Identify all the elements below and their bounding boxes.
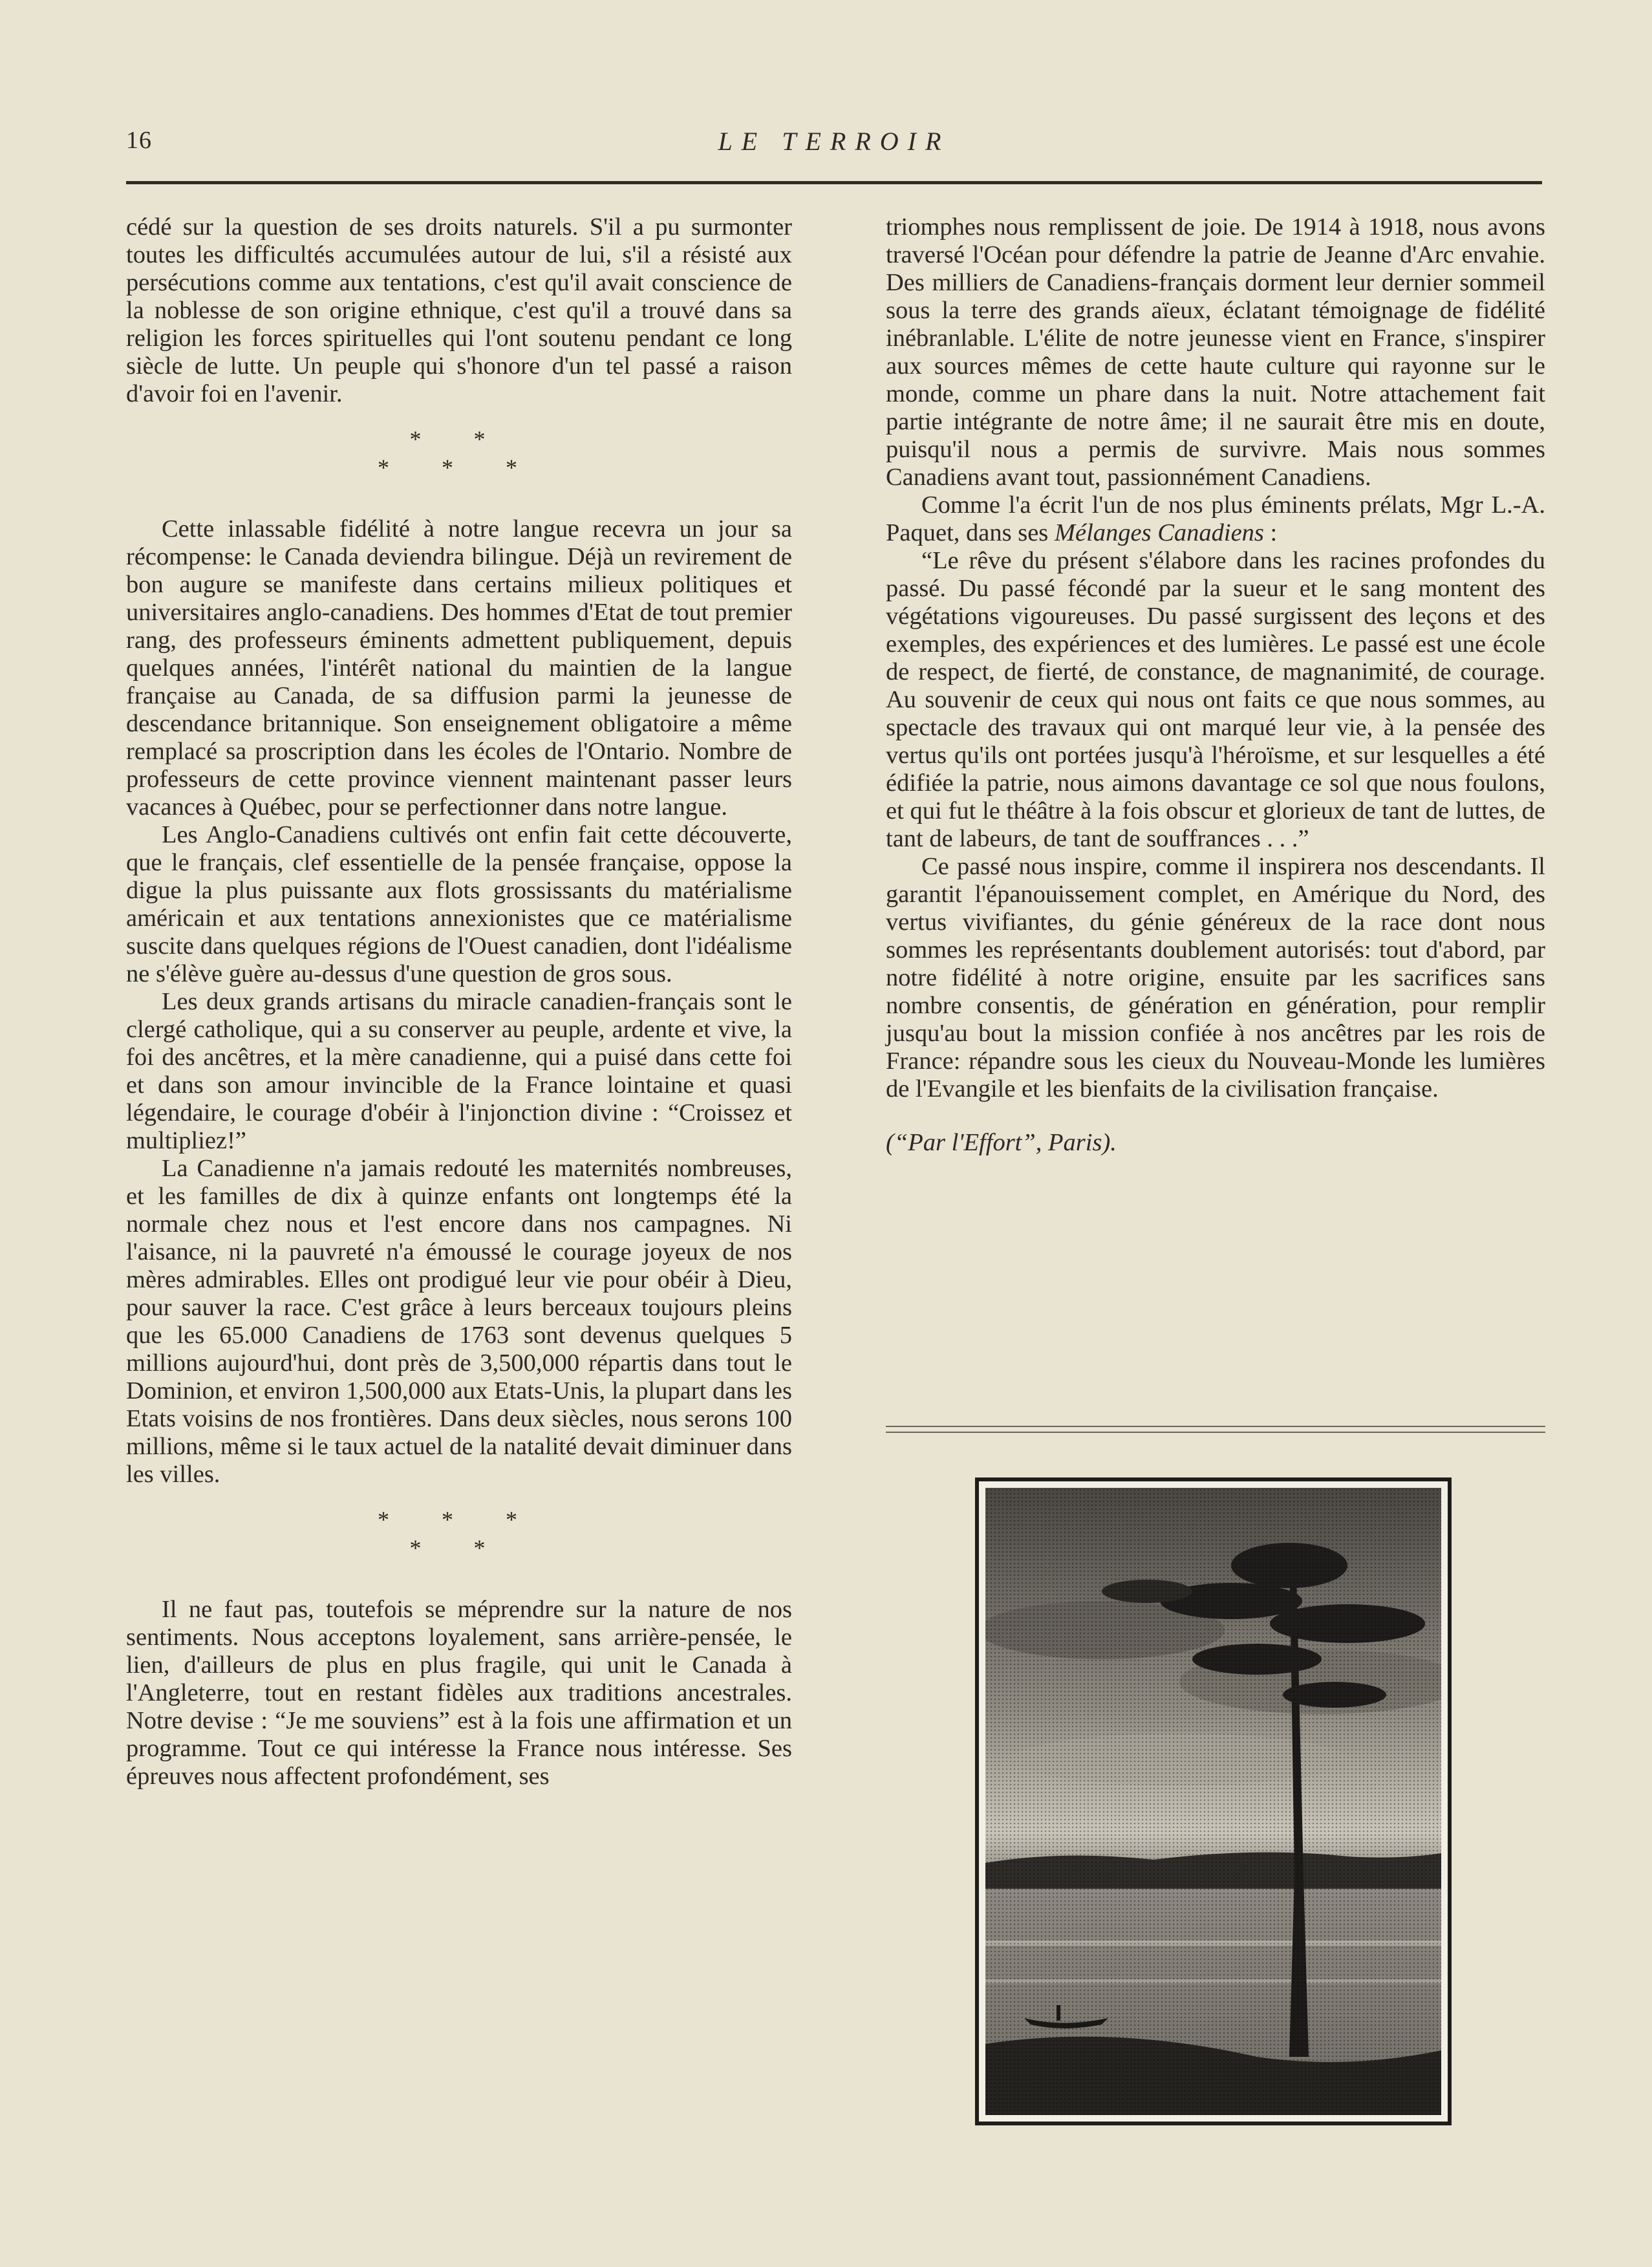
column-divider-rule: [886, 1426, 1545, 1433]
separator-stars: * * *: [378, 1507, 541, 1532]
citation-intro: Comme l'a écrit l'un de nos plus éminents prélats, Mgr L.-A. Paquet, dans ses: [886, 491, 1545, 546]
book-title: Mélanges Canadiens: [1054, 519, 1264, 546]
page-header: [126, 126, 1542, 165]
landscape-photo-icon: [985, 1488, 1441, 2115]
running-title: LE TERROIR: [718, 127, 950, 156]
left-column: [126, 213, 792, 1790]
paragraph: Les deux grands artisans du miracle canadien-français sont le clergé catholique, qui a su conserver au peuple, ardente et vive, la foi des ancêtres, et la mère canadienne, qui a puisé dans cette foi et dans son amour invincible de la France lointaine et quasi légendaire, le courage d'obéir à l'injonction divine : “Croissez et multipliez!”: [126, 988, 792, 1154]
block-quote: “Le rêve du présent s'élabore dans les racines profondes du passé. Du passé fécondé par la sueur et le sang montent des végétations vigoureuses. Du passé surgissent des leçons et des exemples, des expériences et des lumières. Le passé est une école de respect, de fierté, de constance, de magnanimité, de courage. Au souvenir de ceux qui nous ont faits ce que nous sommes, au spectacle des travaux qui ont marqué leur vie, à la pensée des vertus qu'ils ont portées jusqu'à l'héroïsme, et sur lesquelles a été édifiée la patrie, nous aimons davantage ce sol que nous foulons, et qui fut le théâtre à la fois obscur et glorieux de tant de luttes, de tant de labeurs, de tant de souffrances . . .”: [886, 547, 1545, 852]
paragraph: cédé sur la question de ses droits naturels. S'il a pu surmonter toutes les difficultés accumulées autour de lui, s'il a résisté aux persécutions comme aux tentations, c'est qu'il avait conscience de la noblesse de son origine ethnique, c'est qu'il a trouvé dans sa religion les forces spirituelles qui l'ont soutenu pendant ce long siècle de lutte. Un peuple qui s'honore d'un tel passé a raison d'avoir foi en l'avenir.: [126, 213, 792, 407]
paragraph: [886, 491, 1545, 547]
paragraph: Cette inlassable fidélité à notre langue recevra un jour sa récompense: le Canada deviendra bilingue. Déjà un revirement de bon augure se manifeste dans certains milieux politiques et universitaires anglo-canadiens. Des hommes d'Etat de tout premier rang, des professeurs éminents admettent publiquement, depuis quelques années, l'intérêt national du maintien de la langue française au Canada, de sa diffusion parmi la jeunesse de descendance britannique. Son enseignement obligatoire a même remplacé sa proscription dans les écoles de l'Ontario. Nombre de professeurs de cette province viennent maintenant passer leurs vacances à Québec, pour se perfectionner dans notre langue.: [126, 515, 792, 821]
paragraph: triomphes nous remplissent de joie. De 1914 à 1918, nous avons traversé l'Océan pour défendre la patrie de Jeanne d'Arc envahie. Des milliers de Canadiens-français dorment leur dernier sommeil sous la terre des grands aïeux, éclatant témoignage de fidélité inébranlable. L'élite de notre jeunesse vient en France, s'inspirer aux sources mêmes de cette haute culture qui rayonne sur le monde, comme un phare dans la nuit. Notre attachement fait partie intégrante de notre âme; il ne saurait être mis en doute, puisqu'il nous a permis de survivre. Mais nous sommes Canadiens avant tout, passionnément Canadiens.: [886, 213, 1545, 491]
separator-stars: * * *: [378, 455, 541, 480]
section-separator: [126, 425, 792, 482]
source-credit: (“Par l'Effort”, Paris).: [886, 1129, 1117, 1156]
landscape-photo: [975, 1477, 1452, 2125]
paragraph: Il ne faut pas, toutefois se méprendre sur la nature de nos sentiments. Nous acceptons loyalement, sans arrière-pensée, le lien, d'ailleurs de plus en plus fragile, qui unit le Canada à l'Angleterre, tout en restant fidèles aux traditions ancestrales. Notre devise : “Je me souviens” est à la fois une affirmation et un programme. Tout ce qui intéresse la France nous intéresse. Ses épreuves nous affectent profondément, ses: [126, 1596, 792, 1790]
paragraph: Les Anglo-Canadiens cultivés ont enfin fait cette découverte, que le français, clef essentielle de la pensée française, oppose la digue la plus puissante aux flots grossissants du matérialisme américain et aux tentations annexionistes que ce matérialisme suscite dans quelques régions de l'Ouest canadien, dont l'idéalisme ne s'élève guère au-dessus d'une question de gros sous.: [126, 821, 792, 987]
header-rule: [126, 181, 1542, 184]
separator-stars: * *: [409, 1535, 509, 1561]
section-separator: [126, 1505, 792, 1562]
right-column: [886, 213, 1545, 1157]
paragraph: La Canadienne n'a jamais redouté les maternités nombreuses, et les familles de dix à quinze enfants ont longtemps été la normale chez nous et l'est encore dans nos campagnes. Ni l'aisance, ni la pauvreté n'a émoussé le courage joyeux de nos mères admirables. Elles ont prodigué leur vie pour obéir à Dieu, pour sauver la race. C'est grâce à leurs berceaux toujours pleins que les 65.000 Canadiens de 1763 sont devenus quelques 5 millions aujourd'hui, dont près de 3,500,000 répartis dans tout le Dominion, et environ 1,500,000 aux Etats-Unis, la plupart dans les Etats voisins de nos frontières. Dans deux siècles, nous serons 100 millions, même si le taux actuel de la natalité devait diminuer dans les villes.: [126, 1155, 792, 1488]
separator-stars: * *: [409, 426, 509, 452]
page-number: 16: [126, 127, 152, 154]
paragraph: Ce passé nous inspire, comme il inspirera nos descendants. Il garantit l'épanouissement complet, en Amérique du Nord, des vertus vivifiantes, du génie généreux de la race dont nous sommes les représentants doublement autorisés: tout d'abord, par notre fidélité à notre origine, ensuite par les sacrifices sans nombre consentis, de génération en génération, pour remplir jusqu'au bout la mission confiée à nos ancêtres par les rois de France: répandre sous les cieux du Nouveau-Monde les lumières de l'Evangile et les bienfaits de la civilisation française.: [886, 853, 1545, 1102]
citation-end: :: [1263, 519, 1278, 546]
